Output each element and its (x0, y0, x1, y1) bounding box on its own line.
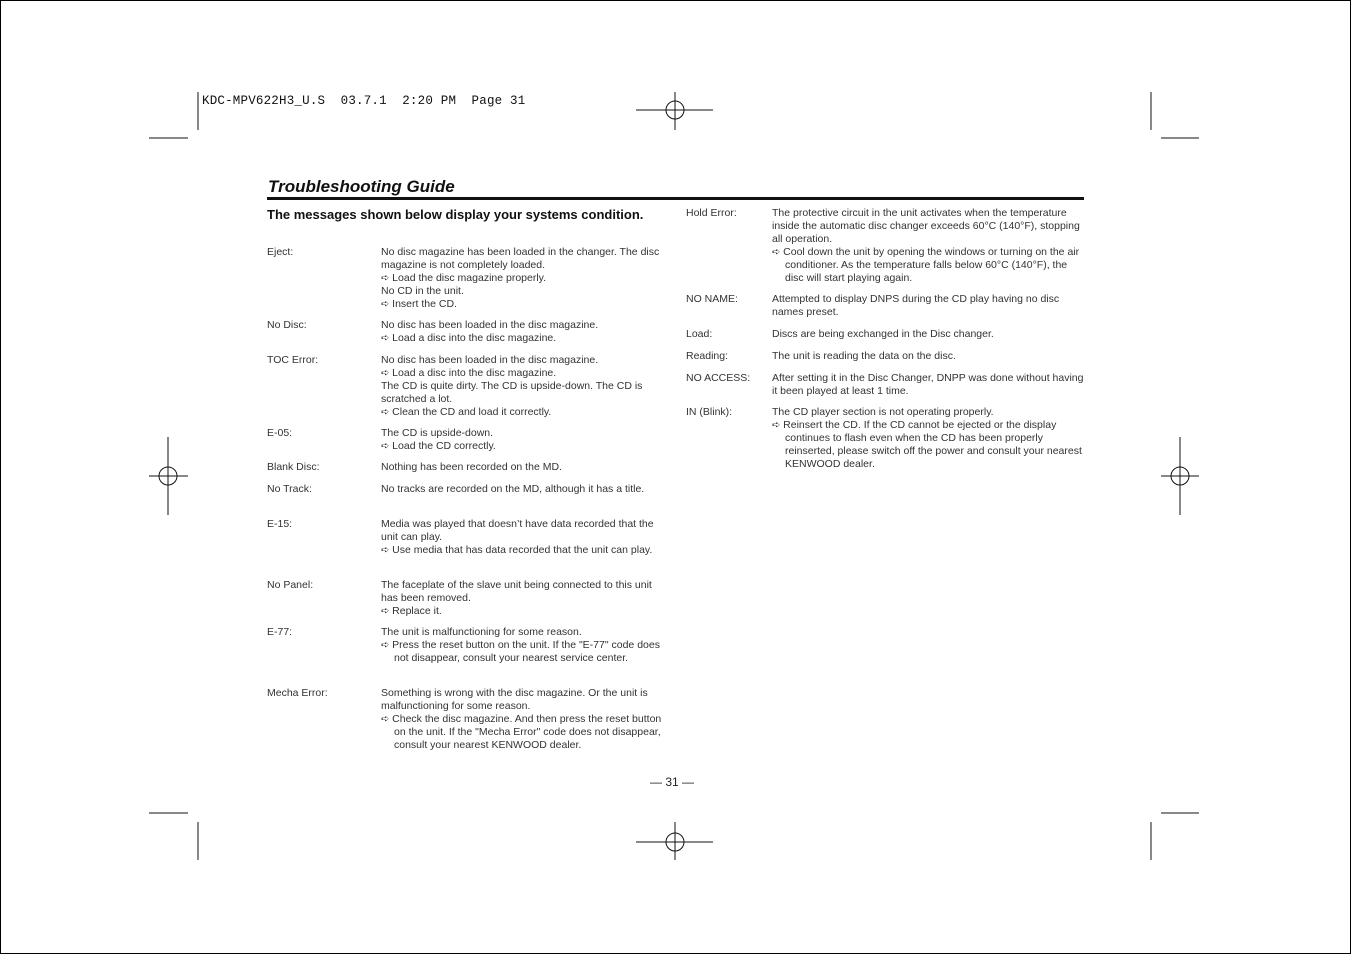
message-code: Load: (686, 328, 713, 340)
message-description (381, 687, 666, 752)
message-description (381, 579, 666, 618)
remedy-text: Check the disc magazine. And then press the reset button on the unit. If the "Mecha Error" code does not disappear, consult your nearest KENWOOD dealer. (392, 713, 662, 751)
remedy-line (381, 713, 666, 752)
remedy-text: Clean the CD and load it correctly. (392, 406, 552, 418)
arrow-right-icon: ➪ (381, 441, 393, 452)
arrow-right-icon: ➪ (381, 545, 393, 556)
message-code: Mecha Error: (267, 687, 328, 699)
remedy-text: Load the disc magazine properly. (392, 272, 547, 284)
cause-text: The faceplate of the slave unit being connected to this unit has been removed. (381, 579, 652, 604)
arrow-right-icon: ➪ (381, 714, 393, 725)
remedy-line (381, 440, 666, 453)
message-description (772, 328, 1086, 341)
arrow-right-icon: ➪ (381, 640, 393, 651)
message-code: E-05: (267, 427, 293, 439)
cause-text: The CD is quite dirty. The CD is upside-down. The CD is scratched a lot. (381, 380, 643, 405)
remedy-line (381, 332, 666, 345)
message-code: No Disc: (267, 319, 307, 331)
message-code: No Track: (267, 483, 312, 495)
cause-text: No disc magazine has been loaded in the changer. The disc magazine is not completely loaded. (381, 246, 660, 271)
message-code: NO NAME: (686, 293, 738, 305)
message-description (772, 350, 1086, 363)
remedy-text: Replace it. (392, 605, 442, 617)
remedy-text: Press the reset button on the unit. If the "E-77" code does not disappear, consult your nearest service center. (392, 639, 660, 664)
message-code: Hold Error: (686, 207, 737, 219)
message-code: Blank Disc: (267, 461, 320, 473)
remedy-line (772, 419, 1086, 471)
message-description (772, 372, 1086, 398)
cause-text: Media was played that doesn’t have data recorded that the unit can play. (381, 518, 654, 543)
cause-text: Attempted to display DNPS during the CD play having no disc names preset. (772, 293, 1060, 318)
arrow-right-icon: ➪ (772, 247, 784, 258)
arrow-right-icon: ➪ (381, 299, 393, 310)
remedy-line (772, 246, 1086, 285)
message-code: TOC Error: (267, 354, 319, 366)
cause-text: The protective circuit in the unit activates when the temperature inside the automatic disc changer exceeds 60°C (140°F), stopping all operation. (772, 207, 1080, 245)
cause-text: Something is wrong with the disc magazine. Or the unit is malfunctioning for some reason. (381, 687, 648, 712)
cause-text: After setting it in the Disc Changer, DNPP was done without having it been played at least 1 time. (772, 372, 1084, 397)
page-number: — 31 — (650, 775, 695, 789)
remedy-text: Cool down the unit by opening the windows or turning on the air conditioner. As the temperature falls below 60°C (140°F), the disc will start playing again. (783, 246, 1080, 284)
cause-text: No disc has been loaded in the disc magazine. (381, 354, 599, 366)
cause-text: The unit is reading the data on the disc. (772, 350, 956, 362)
arrow-right-icon: ➪ (381, 273, 393, 284)
cause-text: The CD is upside-down. (381, 427, 494, 439)
message-code: Reading: (686, 350, 729, 362)
arrow-right-icon: ➪ (381, 407, 393, 418)
remedy-line (381, 406, 666, 419)
message-code: NO ACCESS: (686, 372, 751, 384)
page-title: Troubleshooting Guide (268, 177, 455, 196)
message-code: Eject: (267, 246, 294, 258)
remedy-text: Reinsert the CD. If the CD cannot be ejected or the display continues to flash even when the CD has been properly reinserted, please switch off the power and consult your nearest KENWOOD dealer. (783, 419, 1082, 470)
message-code: IN (Blink): (686, 406, 733, 418)
cause-text: Nothing has been recorded on the MD. (381, 461, 562, 473)
remedy-line (381, 639, 666, 665)
message-description (381, 319, 666, 345)
arrow-right-icon: ➪ (381, 333, 393, 344)
remedy-line (381, 298, 666, 311)
message-code: E-15: (267, 518, 293, 530)
cause-text: No tracks are recorded on the MD, although it has a title. (381, 483, 645, 495)
message-description (381, 626, 666, 665)
remedy-line (381, 367, 666, 380)
message-description (772, 293, 1086, 319)
message-description (381, 483, 666, 496)
remedy-text: Load a disc into the disc magazine. (392, 367, 557, 379)
arrow-right-icon: ➪ (772, 420, 784, 431)
message-description (381, 427, 666, 453)
message-description (381, 461, 666, 474)
section-subheading: The messages shown below display your systems condition. (267, 207, 644, 222)
message-description (772, 406, 1086, 471)
remedy-text: Use media that has data recorded that the unit can play. (392, 544, 653, 556)
arrow-right-icon: ➪ (381, 368, 393, 379)
message-description (381, 518, 666, 557)
title-rule (267, 197, 1084, 200)
remedy-line (381, 544, 666, 557)
print-slug: KDC-MPV622H3_U.S 03.7.1 2:20 PM Page 31 (202, 94, 526, 108)
remedy-text: Insert the CD. (392, 298, 457, 310)
remedy-text: Load the CD correctly. (392, 440, 496, 452)
remedy-line (381, 605, 666, 618)
remedy-line (381, 272, 666, 285)
cause-text: No CD in the unit. (381, 285, 464, 297)
remedy-text: Load a disc into the disc magazine. (392, 332, 557, 344)
message-code: E-77: (267, 626, 293, 638)
message-description (772, 207, 1086, 285)
cause-text: The unit is malfunctioning for some reason. (381, 626, 582, 638)
message-description (381, 354, 666, 419)
cause-text: Discs are being exchanged in the Disc changer. (772, 328, 994, 340)
cause-text: No disc has been loaded in the disc magazine. (381, 319, 599, 331)
arrow-right-icon: ➪ (381, 606, 393, 617)
message-description (381, 246, 666, 311)
message-code: No Panel: (267, 579, 314, 591)
cause-text: The CD player section is not operating properly. (772, 406, 994, 418)
